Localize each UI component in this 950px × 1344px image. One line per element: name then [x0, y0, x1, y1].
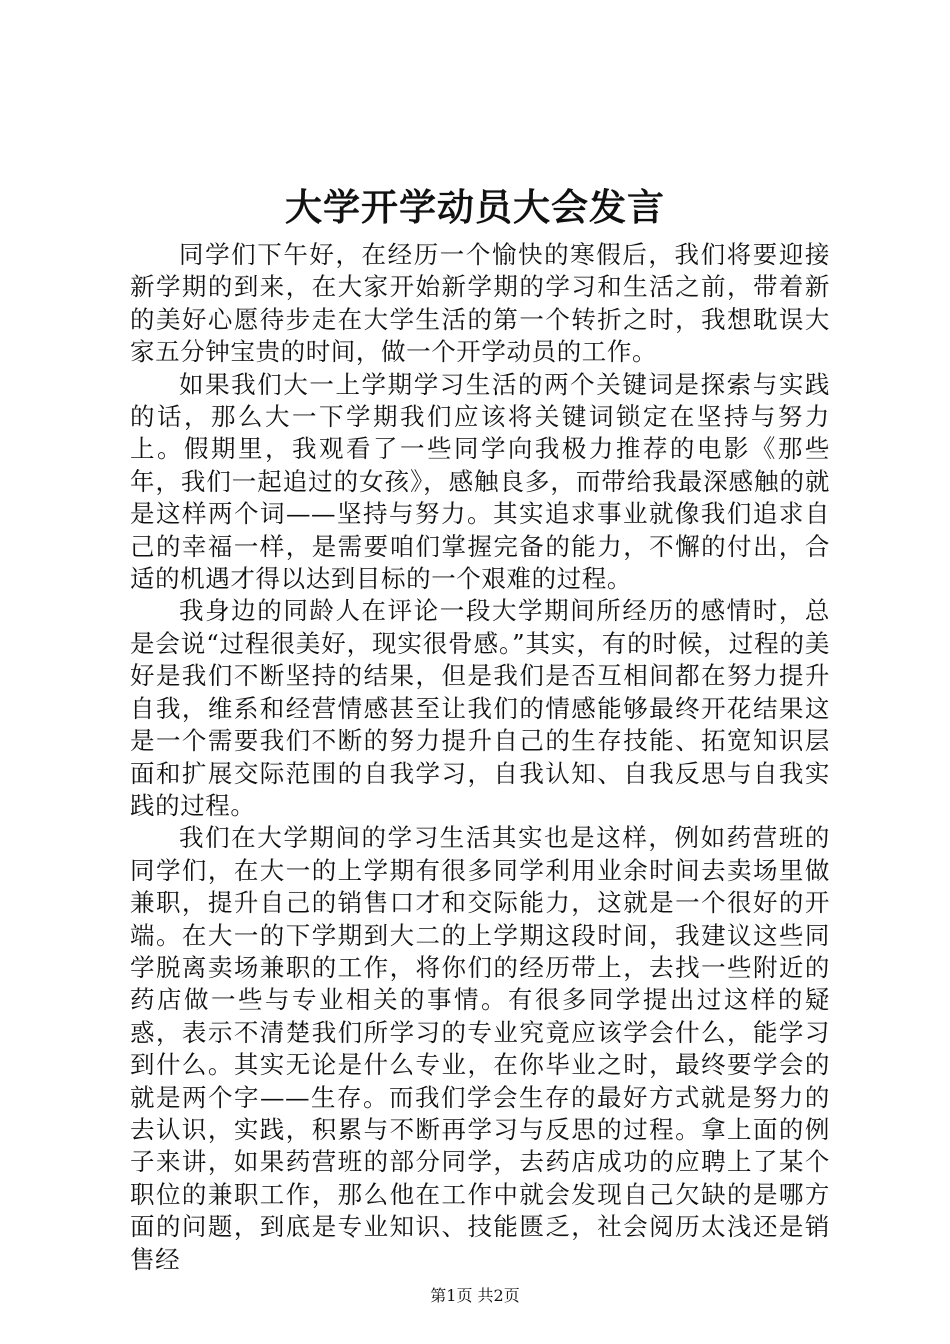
document-title: 大学开学动员大会发言	[285, 185, 665, 229]
document-body	[130, 239, 830, 1274]
paragraph-4: 我们在大学期间的学习生活其实也是这样，例如药营班的同学们，在大一的上学期有很多同学利用业余时间去卖场里做兼职，提升自己的销售口才和交际能力，这就是一个很好的开端。在大一的下学期到大二的上学期这段时间，我建议这些同学脱离卖场兼职的工作，将你们的经历带上，去找一些附近的药店做一些与专业相关的事情。有很多同学提出过这样的疑惑，表示不清楚我们所学习的专业究竟应该学会什么，能学习到什么。其实无论是什么专业，在你毕业之时，最终要学会的就是两个字——生存。而我们学会生存的最好方式就是努力的去认识，实践，积累与不断再学习与反思的过程。拿上面的例子来讲，如果药营班的部分同学，去药店成功的应聘上了某个职位的兼职工作，那么他在工作中就会发现自己欠缺的是哪方面的问题，到底是专业知识、技能匮乏，社会阅历太浅还是销售经	[130, 823, 830, 1274]
paragraph-1: 同学们下午好，在经历一个愉快的寒假后，我们将要迎接新学期的到来，在大家开始新学期的学习和生活之前，带着新的美好心愿待步走在大学生活的第一个转折之时，我想耽误大家五分钟宝贵的时间，做一个开学动员的工作。	[130, 240, 830, 367]
page-number-footer: 第1页 共2页	[430, 1286, 520, 1305]
paragraph-2: 如果我们大一上学期学习生活的两个关键词是探索与实践的话，那么大一下学期我们应该将关键词锁定在坚持与努力上。假期里，我观看了一些同学向我极力推荐的电影《那些年，我们一起追过的女孩》，感触良多，而带给我最深感触的就是这样两个词——坚持与努力。其实追求事业就像我们追求自己的幸福一样，是需要咱们掌握完备的能力，不懈的付出，合适的机遇才得以达到目标的一个艰难的过程。	[130, 369, 830, 594]
paragraph-3: 我身边的同龄人在评论一段大学期间所经历的感情时，总是会说“过程很美好，现实很骨感。”其实，有的时候，过程的美好是我们不断坚持的结果，但是我们是否互相间都在努力提升自我，维系和经营情感甚至让我们的情感能够最终开花结果这是一个需要我们不断的努力提升自己的生存技能、拓宽知识层面和扩展交际范围的自我学习，自我认知、自我反思与自我实践的过程。	[130, 596, 830, 820]
